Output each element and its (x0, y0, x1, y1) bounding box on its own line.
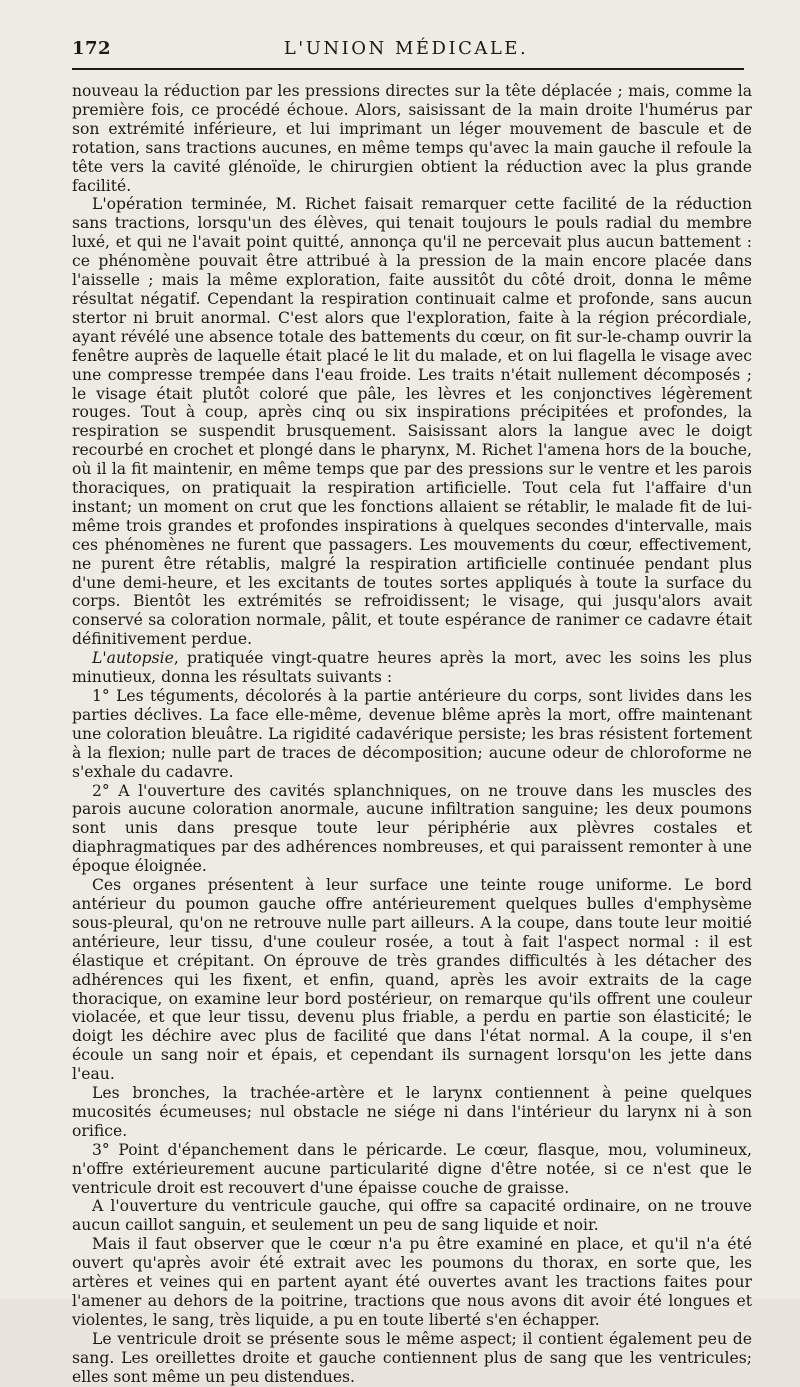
journal-title: L'UNION MÉDICALE. (283, 38, 529, 59)
paragraph-autopsy-intro (72, 649, 752, 687)
paragraph-operation: L'opération terminée, M. Richet faisait remarquer cette facilité de la réduction sans tractions, lorsqu'un des élèves, qui tenait toujours le pouls radial du membre luxé, et qui ne l'avait point quitté, annonça qu'il ne percevait plus aucun battement : ce phénomène pouvait être attribué à la pression de la main encore placée dans l'aisselle ; mais la même exploration, faite aussitôt du côté droit, donna le même résultat négatif. Cependant la respiration continuait calme et profonde, sans aucun stertor ni bruit anormal. C'est alors que l'exploration, faite à la région précordiale, ayant révélé une absence totale des battements du cœur, on fit sur-le-champ ouvrir la fenêtre auprès de laquelle était placé le lit du malade, et on lui flagella le visage avec une compresse trempée dans l'eau froide. Les traits n'était nullement décomposés ; le visage était plutôt coloré que pâle, les lèvres et les conjonctives légèrement rouges. Tout à coup, après cinq ou six inspirations précipitées et profondes, la respiration se suspendit brusquement. Saisissant alors la langue avec le doigt recourbé en crochet et plongé dans le pharynx, M. Richet l'amena hors de la bouche, où il la fit maintenir, en même temps que par des pressions sur le ventre et les parois thoraciques, on pratiquait la respiration artificielle. Tout cela fut l'affaire d'un instant; un moment on crut que les fonctions allaient se rétablir, le malade fit de lui-même trois grandes et profondes inspirations à quelques secondes d'intervalle, mais ces phénomènes ne furent que passagers. Les mouvements du cœur, effectivement, ne purent être rétablis, malgré la respiration artificielle continuée pendant plus d'une demi-heure, et les excitants de toutes sortes appliqués à toute la surface du corps. Bientôt les extrémités se refroidissent; le visage, qui jusqu'alors avait conservé sa coloration normale, pâlit, et toute espérance de ranimer ce cadavre était définitivement perdue. (72, 195, 752, 649)
paragraph-cavities: 2° A l'ouverture des cavités splanchniques, on ne trouve dans les muscles des parois aucune coloration anormale, aucune infiltration sanguine; les deux poumons sont unis dans presque toute leur périphérie aux plèvres costales et diaphragmatiques par des adhérences nombreuses, et qui paraissent remonter à une époque éloignée. (72, 781, 752, 876)
paragraph-heart-exam: Mais il faut observer que le cœur n'a pu être examiné en place, et qu'il n'a été ouvert qu'après avoir été extrait avec les poumons du thorax, en sorte que, les artères et veines qui en partent ayant été ouvertes avant les tractions faites pour l'amener au dehors de la poitrine, tractions que nous avons dit avoir été longues et violentes, le sang, très liquide, a pu en toute liberté s'en échapper. (72, 1235, 752, 1329)
header-rule (72, 68, 744, 70)
paragraph-right-ventricle: Le ventricule droit se présente sous le même aspect; il contient également peu de sang. Les oreillettes droite et gauche contiennent plus de sang que les ventricules; elles sont même un peu distendues. (72, 1329, 752, 1386)
paragraph-pericardium: 3° Point d'épanchement dans le péricarde. Le cœur, flasque, mou, volumineux, n'offre extérieurement aucune particularité digne d'être notée, si ce n'est que le ventricule droit est recouvert d'une épaisse couche de graisse. (72, 1140, 752, 1197)
autopsy-intro-text: , pratiquée vingt-quatre heures après la mort, avec les soins les plus minutieux, donna les résultats suivants : (72, 649, 752, 687)
page-number: 172 (72, 38, 112, 59)
paragraph-lungs: Ces organes présentent à leur surface une teinte rouge uniforme. Le bord antérieur du poumon gauche offre antérieurement quelques bulles d'emphysème sous-pleural, qu'on ne retrouve nulle part ailleurs. A la coupe, dans toute leur moitié antérieure, leur tissu, d'une couleur rosée, a tout à fait l'aspect normal : il est élastique et crépitant. On éprouve de très grandes difficultés à les détacher des adhérences qui les fixent, et enfin, quand, après les avoir extraits de la cage thoracique, on examine leur bord postérieur, on remarque qu'ils offrent une couleur violacée, et que leur tissu, devenu plus friable, a perdu en partie son élasticité; le doigt les déchire avec plus de facilité que dans l'état normal. A la coupe, il s'en écoule un sang noir et épais, et cependant ils surnagent lorsqu'on les jette dans l'eau. (72, 876, 752, 1084)
running-head (72, 34, 740, 64)
paragraph-teguments: 1° Les téguments, décolorés à la partie antérieure du corps, sont livides dans les parties déclives. La face elle-même, devenue blême après la mort, offre maintenant une coloration bleuâtre. La rigidité cadavérique persiste; les bras résistent fortement à la flexion; nulle part de traces de décomposition; aucune odeur de chloroforme ne s'exhale du cadavre. (72, 687, 752, 781)
paragraph-left-ventricle: A l'ouverture du ventricule gauche, qui offre sa capacité ordinaire, on ne trouve aucun caillot sanguin, et seulement un peu de sang liquide et noir. (72, 1197, 752, 1235)
article-body (72, 82, 752, 1387)
paragraph-bronchi: Les bronches, la trachée-artère et le larynx contiennent à peine quelques mucosités écumeuses; nul obstacle ne siége ni dans l'intérieur du larynx ni à son orifice. (72, 1084, 752, 1140)
paragraph-continued: nouveau la réduction par les pressions directes sur la tête déplacée ; mais, comme la première fois, ce procédé échoue. Alors, saisissant de la main droite l'humérus par son extrémité inférieure, et lui imprimant un léger mouvement de bascule et de rotation, sans tractions aucunes, en même temps qu'avec la main gauche il refoule la tête vers la cavité glénoïde, le chirurgien obtient la réduction avec la plus grande facilité. (72, 82, 752, 195)
autopsy-term: L'autopsie (92, 649, 174, 668)
